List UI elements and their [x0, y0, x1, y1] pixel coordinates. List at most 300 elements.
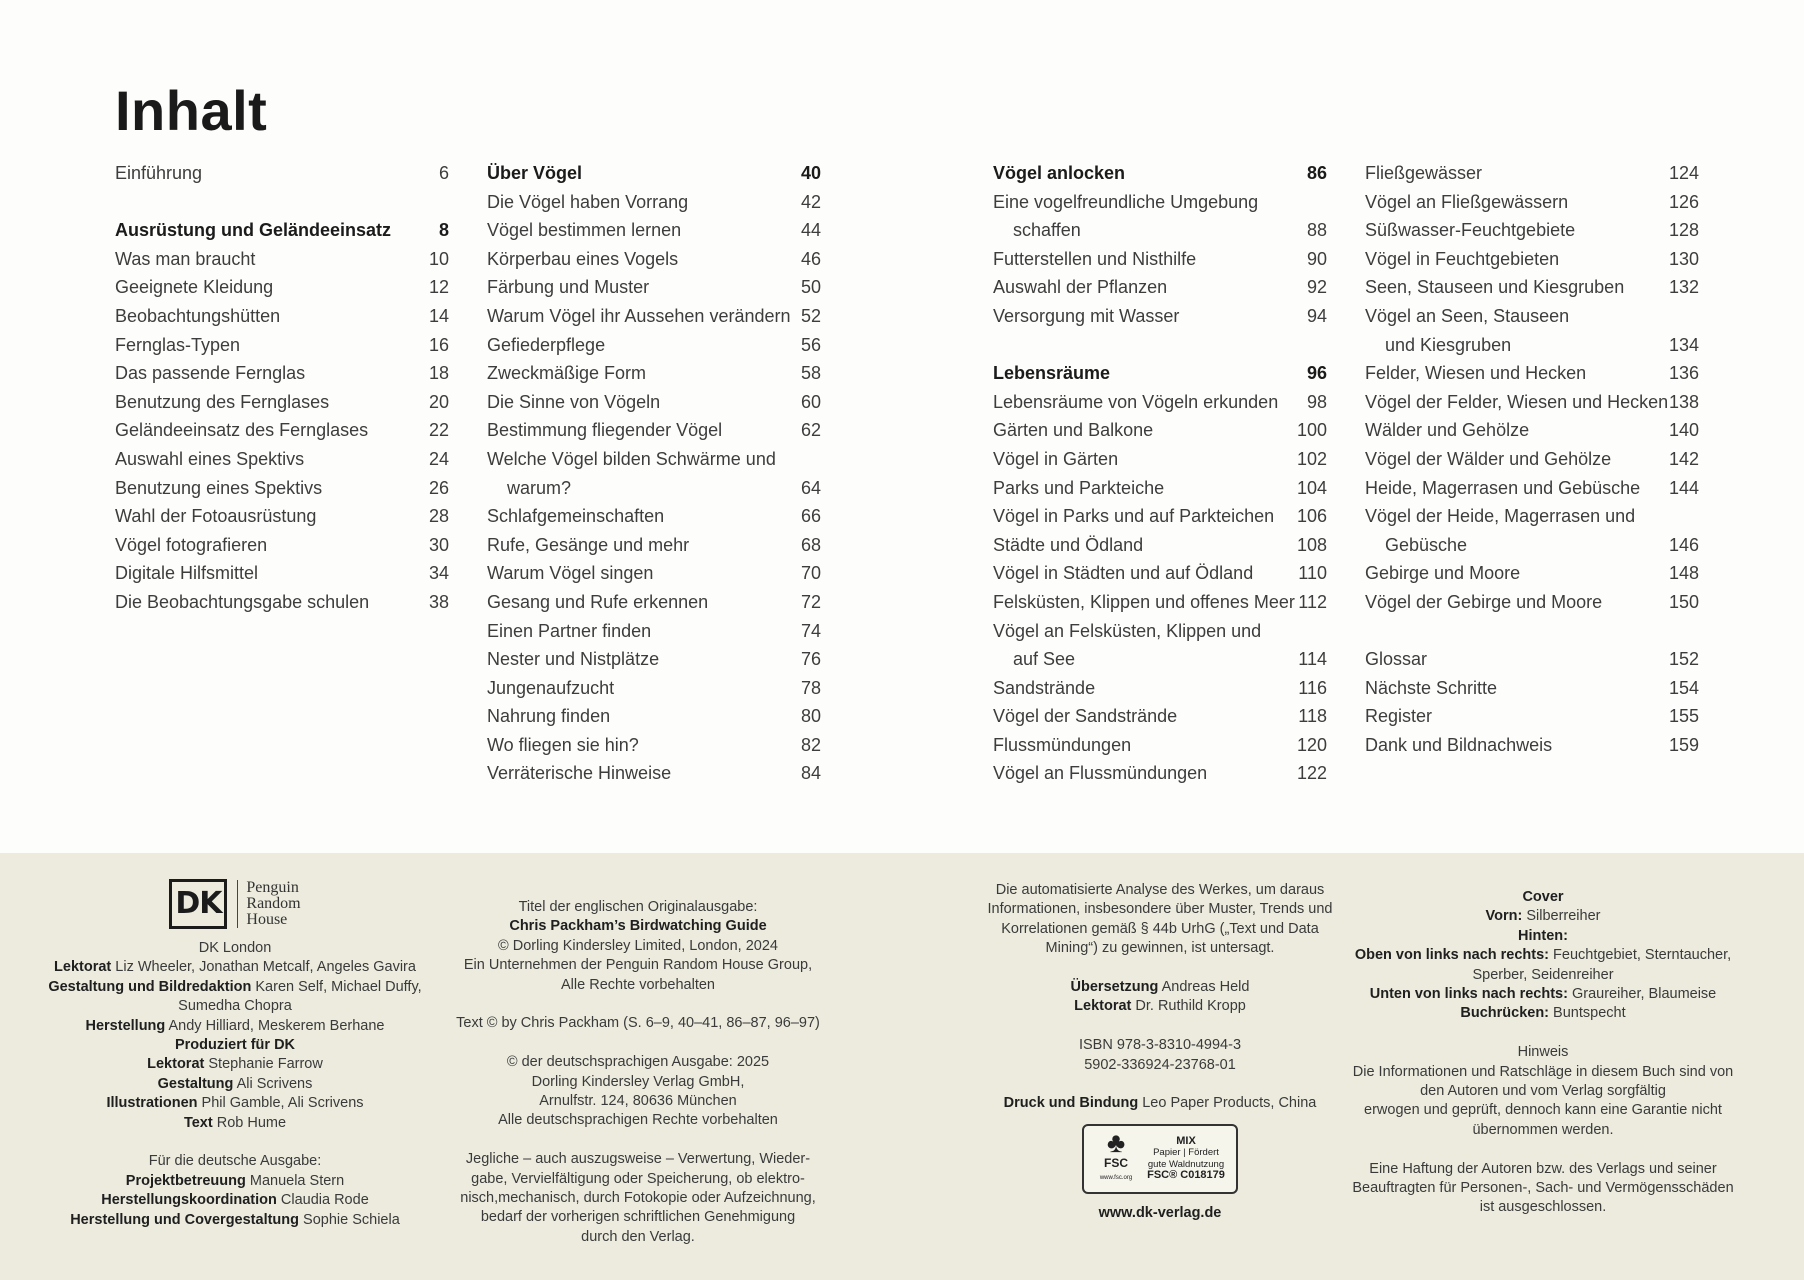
- imprint-label: Vorn:: [1485, 908, 1523, 925]
- toc-page-number: 34: [428, 563, 449, 584]
- imprint-value: Jegliche – auch auszugsweise – Verwertung, Wieder-: [465, 1151, 811, 1168]
- toc-page-number: 96: [1306, 363, 1327, 384]
- imprint-gap: [438, 1131, 838, 1150]
- toc-entry-title: Vögel an Fließgewässern: [1365, 191, 1569, 212]
- toc-entry[interactable]: [487, 306, 821, 335]
- toc-entry[interactable]: [115, 563, 449, 592]
- toc-entry[interactable]: [115, 277, 449, 306]
- imprint-value: © Dorling Kindersley Limited, London, 2024: [498, 937, 778, 954]
- toc-page-number: 84: [800, 763, 821, 784]
- toc-entry[interactable]: [487, 335, 821, 364]
- imprint-line: [438, 898, 838, 917]
- toc-entry-title: Benutzung eines Spektivs: [115, 477, 323, 498]
- imprint-line: [438, 1208, 838, 1227]
- prh-logo-line: Penguin: [246, 879, 299, 896]
- toc-entry[interactable]: [993, 478, 1327, 507]
- publisher-website-link[interactable]: www.dk-verlag.de: [1098, 1204, 1222, 1221]
- toc-entry[interactable]: [115, 335, 449, 364]
- toc-entry[interactable]: [1365, 306, 1699, 335]
- toc-entry-title: Vögel anlocken: [993, 163, 1126, 183]
- imprint-line: [960, 978, 1360, 997]
- imprint-line: [438, 976, 838, 995]
- imprint-value: Die automatisierte Analyse des Werkes, um daraus: [995, 882, 1325, 898]
- toc-page-number: 74: [800, 620, 821, 641]
- toc-column-2: [487, 163, 821, 792]
- imprint-value: Buntspecht: [1553, 1005, 1626, 1022]
- toc-entry[interactable]: [115, 249, 449, 278]
- toc-page-number: 120: [1296, 734, 1327, 755]
- toc-page-number: 6: [438, 163, 449, 183]
- toc-page-number: 62: [800, 420, 821, 441]
- imprint-line: [1343, 1121, 1743, 1140]
- toc-entry-title: Schlafgemeinschaften: [487, 506, 665, 527]
- toc-entry[interactable]: [1365, 335, 1699, 364]
- toc-entry-title: Bestimmung fliegender Vögel: [487, 420, 723, 441]
- toc-entry[interactable]: [115, 420, 449, 449]
- toc-entry[interactable]: [1365, 563, 1699, 592]
- toc-entry-title: Einführung: [115, 163, 203, 183]
- toc-entry[interactable]: [993, 277, 1327, 306]
- toc-entry-title: Nester und Nistplätze: [487, 649, 660, 670]
- toc-page-number: 128: [1668, 220, 1699, 241]
- toc-page-number: 28: [428, 506, 449, 527]
- toc-entry-title: Was man braucht: [115, 248, 256, 269]
- toc-entry-title: Vögel in Städten und auf Ödland: [993, 563, 1254, 584]
- toc-page-number: 30: [428, 534, 449, 555]
- imprint-value: durch den Verlag.: [581, 1228, 695, 1245]
- toc-page-number: 114: [1298, 649, 1327, 670]
- dk-logo: DK: [169, 879, 227, 929]
- toc-entry-title: Welche Vögel bilden Schwärme und: [487, 448, 776, 469]
- toc-entry-title: Vögel in Feuchtgebieten: [1365, 248, 1560, 269]
- toc-entry-title: Glossar: [1365, 649, 1428, 670]
- toc-entry[interactable]: [115, 478, 449, 507]
- toc-entry[interactable]: [487, 592, 821, 621]
- toc-entry-title: Auswahl der Pflanzen: [993, 277, 1168, 298]
- imprint-value: Manuela Stern: [249, 1172, 345, 1189]
- imprint-label: Herstellungskoordination: [101, 1192, 277, 1209]
- toc-entry[interactable]: [993, 563, 1327, 592]
- toc-page-number: 60: [800, 391, 821, 412]
- toc-entry-title: Eine vogelfreundliche Umgebung: [993, 191, 1259, 212]
- toc-page-number: 102: [1296, 448, 1327, 469]
- imprint-value: Korrelationen gemäß § 44b UrhG („Text und Data: [1001, 920, 1319, 937]
- imprint-line: [960, 939, 1360, 958]
- toc-entry-title: Felsküsten, Klippen und offenes Meer: [993, 591, 1295, 612]
- toc-page-number: 70: [800, 563, 821, 584]
- toc-spacer: [1365, 621, 1699, 650]
- imprint-line: [35, 1152, 435, 1171]
- imprint-line: [1343, 1043, 1743, 1062]
- toc-page-number: 10: [428, 248, 449, 269]
- toc-entry[interactable]: [993, 306, 1327, 335]
- imprint-value: Karen Self, Michael Duffy,: [255, 978, 422, 995]
- toc-entry-title: Benutzung des Fernglases: [115, 391, 330, 412]
- imprint-value: Claudia Rode: [280, 1192, 369, 1209]
- toc-entry[interactable]: [487, 192, 821, 221]
- toc-entry-title: Geländeeinsatz des Fernglases: [115, 420, 369, 441]
- toc-entry[interactable]: [1365, 363, 1699, 392]
- toc-entry-title: Flussmündungen: [993, 734, 1132, 755]
- imprint-value: Leo Paper Products, China: [1142, 1095, 1317, 1112]
- toc-entry-title: Lebensräume von Vögeln erkunden: [993, 391, 1279, 412]
- toc-entry-title: Vögel an Felsküsten, Klippen und: [993, 620, 1262, 641]
- toc-page-number: 142: [1668, 448, 1699, 469]
- toc-section-heading[interactable]: [115, 220, 449, 249]
- imprint-column-3: [960, 881, 1360, 1223]
- toc-entry[interactable]: [487, 763, 821, 792]
- toc-page-number: 58: [800, 363, 821, 384]
- fsc-code: FSC® C018179: [1147, 1169, 1225, 1182]
- imprint-value: übernommen werden.: [1472, 1121, 1614, 1138]
- toc-entry-title: warum?: [507, 477, 572, 498]
- toc-entry[interactable]: [993, 735, 1327, 764]
- toc-entry[interactable]: [1365, 249, 1699, 278]
- toc-page-number: 78: [800, 677, 821, 698]
- toc-page-number: 52: [800, 305, 821, 326]
- imprint-value: Feuchtgebiet, Sterntaucher,: [1553, 947, 1732, 964]
- imprint-label: Oben von links nach rechts:: [1354, 947, 1549, 964]
- toc-spacer: [993, 335, 1327, 364]
- imprint-gap: [960, 1075, 1360, 1094]
- toc-entry[interactable]: [993, 535, 1327, 564]
- toc-entry-title: Lebensräume: [993, 363, 1111, 384]
- toc-entry-title: Süßwasser-Feuchtgebiete: [1365, 220, 1576, 241]
- imprint-line: [438, 1073, 838, 1092]
- imprint-line: [438, 1111, 838, 1130]
- imprint-line: [1343, 1179, 1743, 1198]
- toc-entry[interactable]: [1365, 163, 1699, 192]
- toc-entry[interactable]: [487, 678, 821, 707]
- toc-page-number: 18: [428, 363, 449, 384]
- imprint-line: [35, 1094, 435, 1113]
- imprint-line: [438, 1228, 838, 1247]
- toc-page-number: 159: [1668, 734, 1699, 755]
- toc-entry[interactable]: [487, 277, 821, 306]
- toc-entry[interactable]: [993, 706, 1327, 735]
- imprint-value: Graureiher, Blaumeise: [1571, 986, 1717, 1003]
- toc-entry-title: Wahl der Fotoausrüstung: [115, 506, 317, 527]
- toc-page-number: 26: [428, 477, 449, 498]
- toc-entry-title: Einen Partner finden: [487, 620, 652, 641]
- toc-entry[interactable]: [993, 392, 1327, 421]
- imprint-line: [1343, 888, 1743, 907]
- toc-page-number: 20: [428, 391, 449, 412]
- toc-entry-title: Das passende Fernglas: [115, 363, 306, 384]
- imprint-label: Produziert für DK: [174, 1037, 296, 1054]
- imprint-value: Die Informationen und Ratschläge in diesem Buch sind von: [1352, 1063, 1734, 1080]
- toc-page-number: 86: [1306, 163, 1327, 183]
- imprint-value: ist ausgeschlossen.: [1479, 1199, 1607, 1216]
- toc-page-number: 64: [800, 477, 821, 498]
- imprint-label: Herstellung und Covergestaltung: [70, 1211, 300, 1228]
- toc-page-number: 140: [1668, 420, 1699, 441]
- imprint-label: Gestaltung: [157, 1075, 234, 1092]
- toc-entry[interactable]: [487, 363, 821, 392]
- toc-entry[interactable]: [487, 706, 821, 735]
- imprint-value: Ali Scrivens: [236, 1075, 313, 1092]
- toc-entry[interactable]: [115, 535, 449, 564]
- toc-entry[interactable]: [487, 420, 821, 449]
- toc-entry[interactable]: [487, 478, 821, 507]
- toc-entry[interactable]: [1365, 649, 1699, 678]
- imprint-label: Projektbetreuung: [125, 1172, 246, 1189]
- toc-entry-title: Geeignete Kleidung: [115, 277, 274, 298]
- toc-section-heading[interactable]: [487, 163, 821, 192]
- imprint-label: Herstellung: [85, 1017, 166, 1034]
- toc-entry[interactable]: [115, 392, 449, 421]
- toc-entry[interactable]: [993, 649, 1327, 678]
- toc-spacer: [115, 192, 449, 221]
- toc-page-number: 116: [1298, 677, 1327, 698]
- toc-entry-title: Nahrung finden: [487, 706, 611, 727]
- toc-page-number: 50: [800, 277, 821, 298]
- imprint-value: Alle Rechte vorbehalten: [561, 976, 715, 993]
- imprint-value: Sperber, Seidenreiher: [1472, 966, 1614, 983]
- toc-entry-title: Gebüsche: [1385, 534, 1468, 555]
- imprint-value: ISBN 978-3-8310-4994-3: [1078, 1037, 1242, 1054]
- toc-entry[interactable]: [487, 735, 821, 764]
- toc-entry[interactable]: [115, 363, 449, 392]
- toc-entry-title: Warum Vögel ihr Aussehen verändern: [487, 305, 791, 326]
- imprint-gap: [1343, 1024, 1743, 1043]
- imprint-value: Dr. Ruthild Kropp: [1135, 998, 1246, 1015]
- toc-page-number: 76: [800, 649, 821, 670]
- toc-entry-title: Vögel fotografieren: [115, 534, 268, 555]
- toc-entry-title: Fernglas-Typen: [115, 334, 241, 355]
- toc-entry-title: und Kiesgruben: [1385, 334, 1512, 355]
- imprint-line: [35, 997, 435, 1016]
- toc-page-number: 132: [1668, 277, 1699, 298]
- toc-entry[interactable]: [115, 592, 449, 621]
- toc-section-heading[interactable]: [993, 363, 1327, 392]
- imprint-footer: [0, 853, 1804, 1280]
- imprint-column-1: [35, 871, 435, 1230]
- prh-logo-line: Random: [246, 895, 301, 912]
- penguin-random-house-logo: [237, 880, 300, 928]
- toc-page-number: 148: [1668, 563, 1699, 584]
- imprint-line: [438, 1053, 838, 1072]
- toc-entry-title: schaffen: [1013, 220, 1081, 241]
- toc-page-number: 12: [428, 277, 449, 298]
- toc-entry-title: Warum Vögel singen: [487, 563, 654, 584]
- imprint-value: Andy Hilliard, Meskerem Berhane: [168, 1017, 385, 1034]
- imprint-label: Druck und Bindung: [1003, 1095, 1139, 1112]
- toc-entry-title: Futterstellen und Nisthilfe: [993, 248, 1197, 269]
- imprint-value: Arnulfstr. 124, 80636 München: [539, 1093, 737, 1110]
- toc-page-number: 24: [428, 448, 449, 469]
- imprint-value: erwogen und geprüft, dennoch kann eine Garantie nicht: [1364, 1102, 1722, 1119]
- toc-entry-title: Vögel in Parks und auf Parkteichen: [993, 506, 1275, 527]
- toc-entry-title: Vögel an Seen, Stauseen: [1365, 305, 1570, 326]
- toc-entry[interactable]: [115, 306, 449, 335]
- toc-entry[interactable]: [487, 506, 821, 535]
- fsc-text-line: gute Waldnutzung: [1147, 1158, 1225, 1170]
- imprint-line: [438, 1014, 838, 1033]
- toc-page-number: 88: [1306, 220, 1327, 241]
- toc-entry[interactable]: [1365, 420, 1699, 449]
- toc-entry[interactable]: [993, 678, 1327, 707]
- toc-entry[interactable]: [487, 621, 821, 650]
- toc-column-4: [1365, 163, 1699, 763]
- imprint-line: [35, 1055, 435, 1074]
- toc-page-number: 16: [428, 334, 449, 355]
- toc-entry-title: Wälder und Gehölze: [1365, 420, 1530, 441]
- imprint-gap: [438, 1034, 838, 1053]
- toc-entry[interactable]: [487, 249, 821, 278]
- imprint-value: Eine Haftung der Autoren bzw. des Verlags und seiner: [1369, 1160, 1717, 1177]
- toc-entry[interactable]: [993, 506, 1327, 535]
- toc-entry[interactable]: [1365, 220, 1699, 249]
- toc-entry[interactable]: [487, 649, 821, 678]
- toc-entry[interactable]: [1365, 478, 1699, 507]
- toc-page-number: 42: [800, 191, 821, 212]
- toc-entry-title: Sandstrände: [993, 677, 1096, 698]
- toc-entry[interactable]: [993, 220, 1327, 249]
- toc-entry[interactable]: [487, 392, 821, 421]
- fsc-url: www.fsc.org: [1099, 1175, 1133, 1182]
- toc-entry[interactable]: [1365, 392, 1699, 421]
- toc-page-number: 72: [800, 591, 821, 612]
- toc-page-number: 146: [1668, 534, 1699, 555]
- toc-page-number: 124: [1668, 163, 1699, 183]
- imprint-label: Lektorat: [54, 959, 112, 976]
- imprint-label: Chris Packham’s Birdwatching Guide: [509, 918, 767, 935]
- toc-entry-title: Färbung und Muster: [487, 277, 650, 298]
- toc-section-heading[interactable]: [993, 163, 1327, 192]
- imprint-column-4: [1343, 888, 1743, 1218]
- toc-entry[interactable]: [993, 420, 1327, 449]
- toc-entry[interactable]: [1365, 735, 1699, 764]
- prh-logo-line: House: [246, 911, 288, 928]
- imprint-gap: [960, 1017, 1360, 1036]
- imprint-line: [1343, 1063, 1743, 1082]
- toc-page-number: 46: [800, 248, 821, 269]
- imprint-line: [35, 939, 435, 958]
- toc-page-number: 38: [428, 591, 449, 612]
- imprint-line: [35, 958, 435, 977]
- imprint-line: [438, 937, 838, 956]
- toc-entry[interactable]: [1365, 678, 1699, 707]
- imprint-line: [960, 1094, 1360, 1113]
- toc-entry[interactable]: [1365, 535, 1699, 564]
- toc-page-number: 136: [1668, 363, 1699, 384]
- toc-page-number: 152: [1668, 649, 1699, 670]
- toc-entry-title: Rufe, Gesänge und mehr: [487, 534, 690, 555]
- imprint-line: [1343, 1198, 1743, 1217]
- toc-page-number: 108: [1296, 534, 1327, 555]
- toc-entry[interactable]: [115, 506, 449, 535]
- toc-entry-title: Dank und Bildnachweis: [1365, 734, 1553, 755]
- toc-page-number: 118: [1298, 706, 1327, 727]
- toc-page-number: 144: [1668, 477, 1699, 498]
- imprint-line: [1343, 966, 1743, 985]
- imprint-value: Beauftragten für Personen-, Sach- und Vermögensschäden: [1352, 1180, 1734, 1197]
- toc-entry[interactable]: [1365, 506, 1699, 535]
- toc-entry-title: Nächste Schritte: [1365, 677, 1498, 698]
- imprint-line: [35, 1075, 435, 1094]
- toc-entry[interactable]: [1365, 592, 1699, 621]
- imprint-value: bedarf der vorherigen schriftlichen Genehmigung: [480, 1209, 796, 1226]
- toc-page-number: 106: [1296, 506, 1327, 527]
- toc-entry[interactable]: [1365, 706, 1699, 735]
- toc-entry-title: Vögel in Gärten: [993, 448, 1119, 469]
- toc-entry[interactable]: [1365, 277, 1699, 306]
- toc-entry[interactable]: [993, 192, 1327, 221]
- imprint-line: [438, 1092, 838, 1111]
- toc-entry[interactable]: [487, 563, 821, 592]
- imprint-value: Alle deutschsprachigen Rechte vorbehalten: [498, 1112, 778, 1129]
- imprint-line: [960, 920, 1360, 939]
- imprint-value: Informationen, insbesondere über Muster, Trends und: [987, 901, 1333, 918]
- toc-entry-title: Gärten und Balkone: [993, 420, 1154, 441]
- toc-entry[interactable]: [993, 621, 1327, 650]
- imprint-line: [1343, 907, 1743, 926]
- imprint-line: [35, 1036, 435, 1055]
- toc-page-number: 134: [1668, 334, 1699, 355]
- toc-entry[interactable]: [993, 449, 1327, 478]
- toc-entry-title: Zweckmäßige Form: [487, 363, 647, 384]
- fsc-logo: [1090, 1127, 1142, 1188]
- imprint-line: [1343, 1004, 1743, 1023]
- toc-entry[interactable]: [993, 249, 1327, 278]
- toc-entry[interactable]: [115, 163, 449, 192]
- imprint-line: [1343, 946, 1743, 965]
- imprint-line: [438, 917, 838, 936]
- toc-entry-title: Auswahl eines Spektivs: [115, 448, 305, 469]
- fsc-text-line: Papier | Fördert: [1153, 1147, 1219, 1159]
- toc-entry[interactable]: [993, 592, 1327, 621]
- toc-entry[interactable]: [487, 220, 821, 249]
- imprint-value: Für die deutsche Ausgabe:: [148, 1153, 322, 1170]
- imprint-value: nisch,mechanisch, durch Fotokopie oder Aufzeichnung,: [460, 1190, 816, 1207]
- imprint-line: [960, 997, 1360, 1016]
- toc-page-number: 112: [1298, 591, 1327, 612]
- toc-entry-title: auf See: [1013, 649, 1076, 670]
- toc-entry[interactable]: [1365, 192, 1699, 221]
- imprint-value: Text © by Chris Packham (S. 6–9, 40–41, 86–87, 96–97): [456, 1015, 820, 1032]
- toc-entry-title: Verräterische Hinweise: [487, 763, 672, 784]
- toc-entry[interactable]: [487, 449, 821, 478]
- fsc-mix-text: [1142, 1136, 1230, 1182]
- toc-entry-title: Vögel der Felder, Wiesen und Hecken: [1365, 391, 1669, 412]
- imprint-line: [960, 1036, 1360, 1055]
- imprint-label: Illustrationen: [106, 1095, 198, 1112]
- toc-column-1: [115, 163, 449, 621]
- toc-page-number: 66: [800, 506, 821, 527]
- toc-page-number: 154: [1668, 677, 1699, 698]
- imprint-value: Liz Wheeler, Jonathan Metcalf, Angeles Gavira: [115, 959, 416, 976]
- toc-entry[interactable]: [993, 763, 1327, 792]
- imprint-value: Hinweis: [1517, 1044, 1569, 1061]
- imprint-line: [960, 881, 1360, 900]
- toc-entry-title: Wo fliegen sie hin?: [487, 734, 639, 755]
- imprint-value: Phil Gamble, Ali Scrivens: [201, 1095, 364, 1112]
- toc-page-number: 90: [1306, 248, 1327, 269]
- imprint-label: Hinten:: [1518, 927, 1568, 944]
- imprint-value: 5902-336924-23768-01: [1084, 1056, 1236, 1073]
- imprint-value: Dorling Kindersley Verlag GmbH,: [531, 1073, 745, 1090]
- toc-entry[interactable]: [1365, 449, 1699, 478]
- toc-entry-title: Gesang und Rufe erkennen: [487, 591, 709, 612]
- toc-entry[interactable]: [115, 449, 449, 478]
- toc-page-number: 44: [800, 220, 821, 241]
- toc-entry-title: Seen, Stauseen und Kiesgruben: [1365, 277, 1625, 298]
- toc-page-number: 68: [800, 534, 821, 555]
- toc-entry[interactable]: [487, 535, 821, 564]
- imprint-line: [1343, 1082, 1743, 1101]
- toc-page-number: 92: [1306, 277, 1327, 298]
